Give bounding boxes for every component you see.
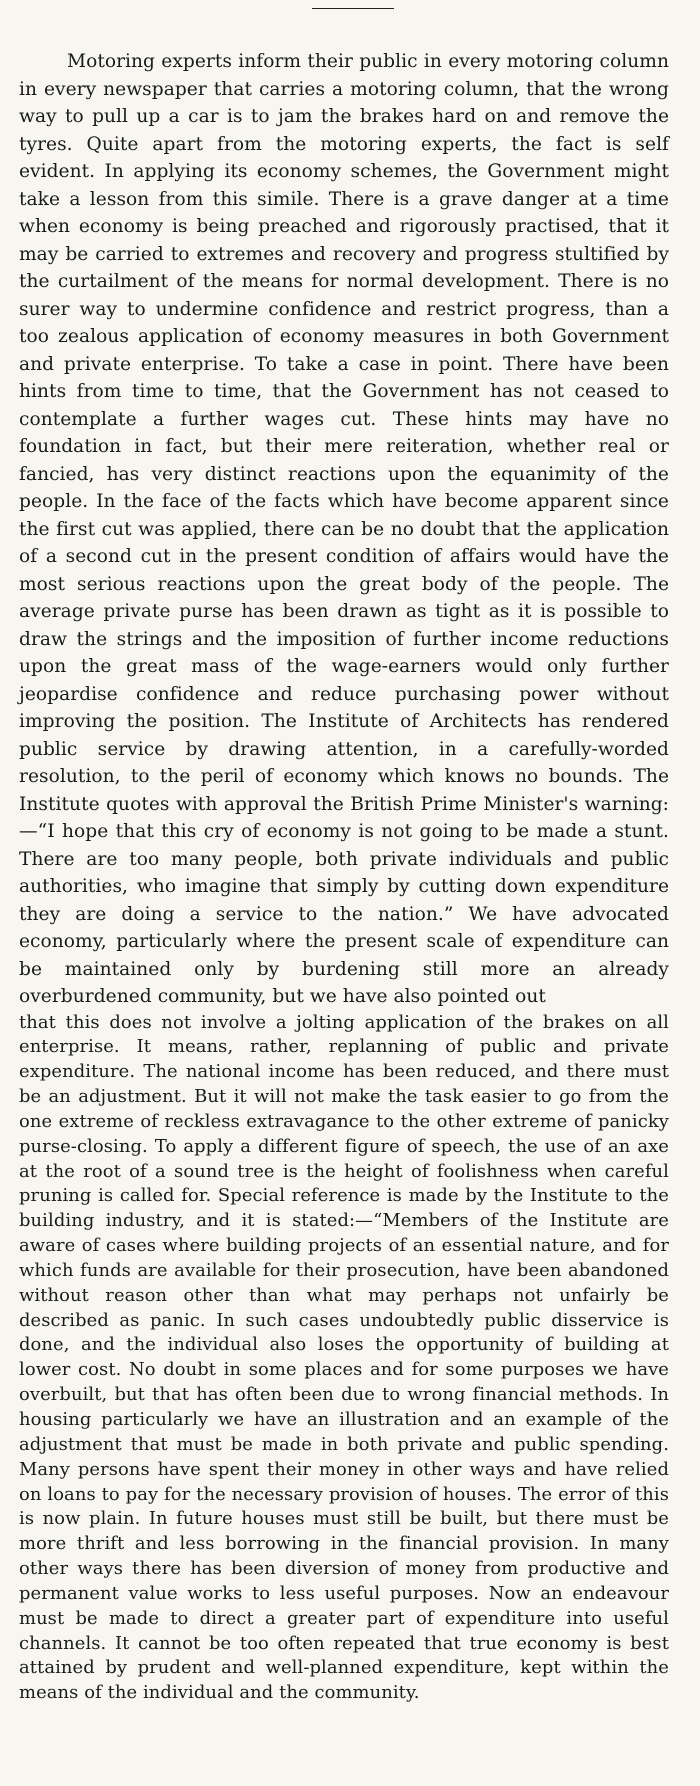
editorial-column bbox=[19, 48, 669, 1706]
article-paragraph-open: Motoring experts inform their public in every motoring column in every newspaper that carries a motoring column, that the wrong way to pull up a car is to jam the brakes hard on and remove the tyres. Quite apart from the motoring experts, the fact is self evident. In applying its economy schemes, the Government might take a lesson from this simile. There is a grave danger at a time when economy is being preached and rigorously practised, that it may be carried to extremes and recovery and progress stultified by the curtailment of the means for normal development. There is no surer way to undermine confidence and restrict progress, than a too zealous application of economy measures in both Government and private enterprise. To take a case in point. There have been hints from time to time, that the Government has not ceased to contemplate a further wages cut. These hints may have no foundation in fact, but their mere reiteration, whether real or fancied, has very distinct reactions upon the equanimity of the people. In the face of the facts which have become apparent since the first cut was applied, there can be no doubt that the application of a second cut in the present condition of affairs would have the most serious reactions upon the great body of the people. The average private purse has been drawn as tight as it is possible to draw the strings and the imposition of further income reductions upon the great mass of the wage-earners would only further jeopardise confidence and reduce purchasing power without improving the position. The Institute of Architects has rendered public service by drawing attention, in a carefully-worded resolution, to the peril of economy which knows no bounds. The Institute quotes with approval the British Prime Minister's warning:—“I hope that this cry of economy is not going to be made a stunt. There are too many people, both private individuals and public authorities, who imagine that simply by cutting down expenditure they are doing a service to the nation.” We have advocated economy, particularly where the present scale of expenditure can be maintained only by burdening still more an already overburdened community, but we have also pointed out bbox=[19, 51, 669, 1007]
article-paragraph-continued: that this does not involve a jolting application of the brakes on all enterprise. It means, rather, replanning of public and private expenditure. The national income has been reduced, and there must be an adjustment. But it will not make the task easier to go from the one extreme of reckless extravagance to the other extreme of panicky purse-closing. To apply a different figure of speech, the use of an axe at the root of a sound tree is the height of foolishness when careful pruning is called for. Special reference is made by the Institute to the building industry, and it is stated:—“Members of the Institute are aware of cases where building projects of an essential nature, and for which funds are available for their prosecution, have been abandoned without reason other than what may perhaps not unfairly be described as panic. In such cases undoubtedly public disservice is done, and the individual also loses the opportunity of building at lower cost. No doubt in some places and for some purposes we have overbuilt, but that has often been due to wrong financial methods. In housing particularly we have an illustration and an example of the adjustment that must be made in both private and public spending. Many persons have spent their money in other ways and have relied on loans to pay for the necessary provision of houses. The error of this is now plain. In future houses must still be built, but there must be more thrift and less borrowing in the financial provision. In many other ways there has been diversion of money from productive and permanent value works to less useful purposes. Now an endeavour must be made to direct a greater part of expenditure into useful channels. It cannot be too often repeated that true economy is best attained by prudent and well-planned expenditure, kept within the means of the individual and the community. bbox=[19, 1011, 669, 1704]
header-rule bbox=[312, 8, 394, 9]
